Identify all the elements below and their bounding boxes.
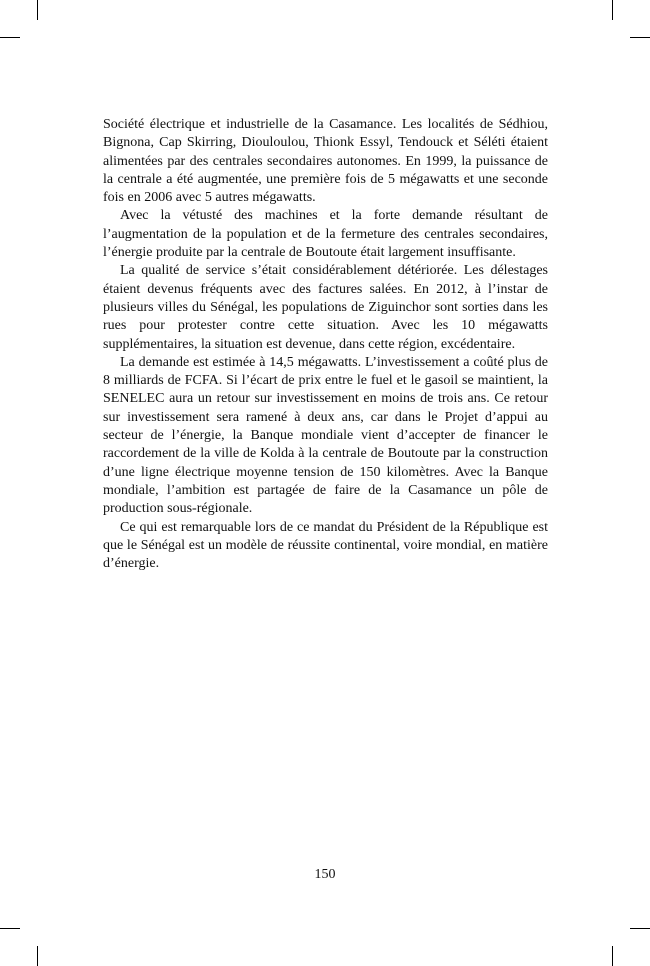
paragraph: Avec la vétusté des machines et la forte demande résultant de l’augmentation de la population et de la fermeture des centrales secondaires, l’énergie produite par la centrale de Boutoute était largement insuffisante.: [103, 208, 548, 261]
crop-mark: [0, 928, 20, 929]
page-number: 150: [314, 867, 336, 882]
crop-mark: [630, 928, 650, 929]
crop-mark: [37, 0, 38, 20]
paragraph: Ce qui est remarquable lors de ce mandat du Président de la République est que le Sénégal est un modèle de réussite continental, voire mondial, en matière d’énergie.: [103, 519, 548, 572]
crop-mark: [612, 946, 613, 966]
crop-mark: [37, 946, 38, 966]
paragraph: La demande est estimée à 14,5 mégawatts. L’investissement a coûté plus de 8 milliards de FCFA. Si l’écart de prix entre le fuel et le gasoil se maintient, la SENELEC aura un retour sur investissement en moins de trois ans. Ce retour sur investissement sera ramené à deux ans, car dans le Projet d’appui au secteur de l’énergie, la Banque mondiale vient d’accepter de financer le raccordement de la ville de Kolda à la centrale de Boutoute par la construction d’une ligne électrique moyenne tension de 150 kilomètres. Avec la Banque mondiale, l’ambition est partagée de faire de la Casamance un pôle de production sous-régionale.: [103, 354, 548, 517]
crop-mark: [612, 0, 613, 20]
crop-mark: [630, 37, 650, 38]
paragraph: Société électrique et industrielle de la Casamance. Les localités de Sédhiou, Bignona, Cap Skirring, Diouloulou, Thionk Essyl, Tendouck et Séléti étaient alimentées par des centrales secondaires autonomes. En 1999, la puissance de la centrale a été augmentée, une première fois de 5 mégawatts et une seconde fois en 2006 avec 5 autres mégawatts.: [103, 117, 548, 206]
body-text: [103, 116, 548, 573]
crop-mark: [0, 37, 20, 38]
paragraph: La qualité de service s’était considérablement détériorée. Les délestages étaient devenus fréquents avec des factures salées. En 2012, à l’instar de plusieurs villes du Sénégal, les populations de Ziguinchor sont sorties dans les rues pour protester contre cette situation. Avec les 10 mégawatts supplémentaires, la situation est devenue, dans cette région, excédentaire.: [103, 263, 548, 352]
